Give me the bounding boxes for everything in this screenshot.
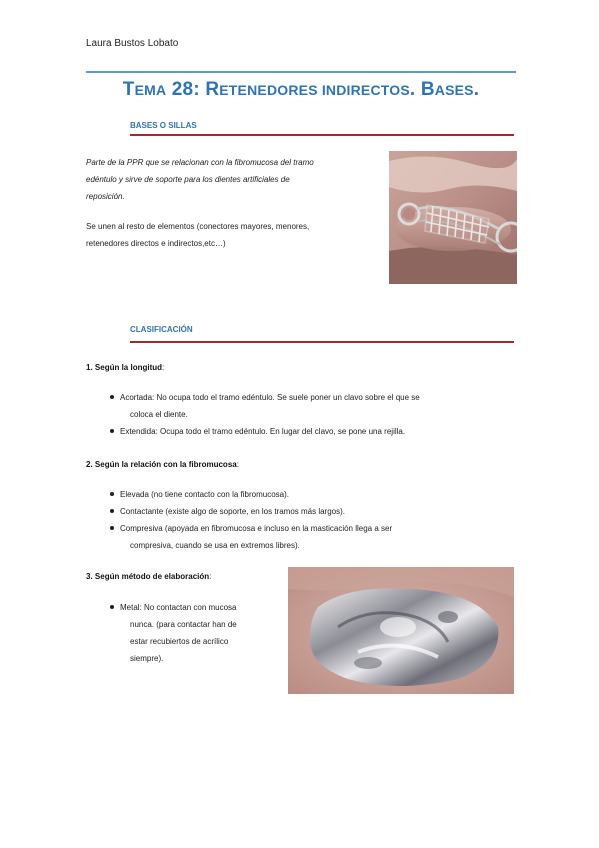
group-heading-fibromucosa: 2. Según la relación con la fibromucosa: bbox=[86, 460, 239, 469]
list-item: Contactante (existe algo de soporte, en los tramos más largos). bbox=[110, 503, 510, 520]
list-item: Extendida: Ocupa todo el tramo edéntulo. En lugar del clavo, se pone una rejilla. bbox=[110, 423, 510, 440]
intro-italic-line-2: edéntulo y sirve de soporte para los dientes artificiales de bbox=[86, 175, 290, 184]
list-item: Acortada: No ocupa todo el tramo edéntulo. Se suele poner un clavo sobre el que se coloca el diente. bbox=[110, 389, 510, 423]
list-elaboracion bbox=[110, 599, 290, 667]
bullet-icon bbox=[110, 509, 114, 513]
page-title: TEMA 28: RETENEDORES INDIRECTOS. BASES. bbox=[122, 79, 480, 100]
bullet-icon bbox=[110, 526, 114, 530]
section-heading-bases: BASES O SILLAS bbox=[130, 121, 197, 130]
bullet-icon bbox=[110, 395, 114, 399]
intro-italic-line-1: Parte de la PPR que se relacionan con la fibromucosa del tramo bbox=[86, 158, 314, 167]
bullet-icon bbox=[110, 605, 114, 609]
group-heading-elaboracion: 3. Según método de elaboración: bbox=[86, 572, 212, 581]
intro-line-1: Se unen al resto de elementos (conectores mayores, menores, bbox=[86, 222, 310, 231]
section-heading-clasificacion: CLASIFICACIÓN bbox=[130, 325, 193, 334]
list-item: Metal: No contactan con mucosa nunca. (para contactar han de estar recubiertos de acrílico siempre). bbox=[110, 599, 290, 667]
list-fibromucosa bbox=[110, 486, 510, 554]
retainer-grid-photo bbox=[389, 151, 517, 284]
list-longitud bbox=[110, 389, 510, 440]
author-name: Laura Bustos Lobato bbox=[86, 38, 179, 49]
metal-base-photo bbox=[288, 567, 514, 694]
list-item: Elevada (no tiene contacto con la fibromucosa). bbox=[110, 486, 510, 503]
section-rule-bases bbox=[130, 134, 514, 136]
group-heading-longitud: 1. Según la longitud: bbox=[86, 363, 165, 372]
bullet-icon bbox=[110, 492, 114, 496]
intro-line-2: retenedores directos e indirectos,etc…) bbox=[86, 239, 226, 248]
title-rule bbox=[86, 71, 516, 73]
bullet-icon bbox=[110, 429, 114, 433]
list-item: Compresiva (apoyada en fibromucosa e incluso en la masticación llega a ser compresiva, cuando se usa en extremos libres). bbox=[110, 520, 510, 554]
section-rule-clasificacion bbox=[130, 341, 514, 343]
intro-italic-line-3: reposición. bbox=[86, 192, 125, 201]
